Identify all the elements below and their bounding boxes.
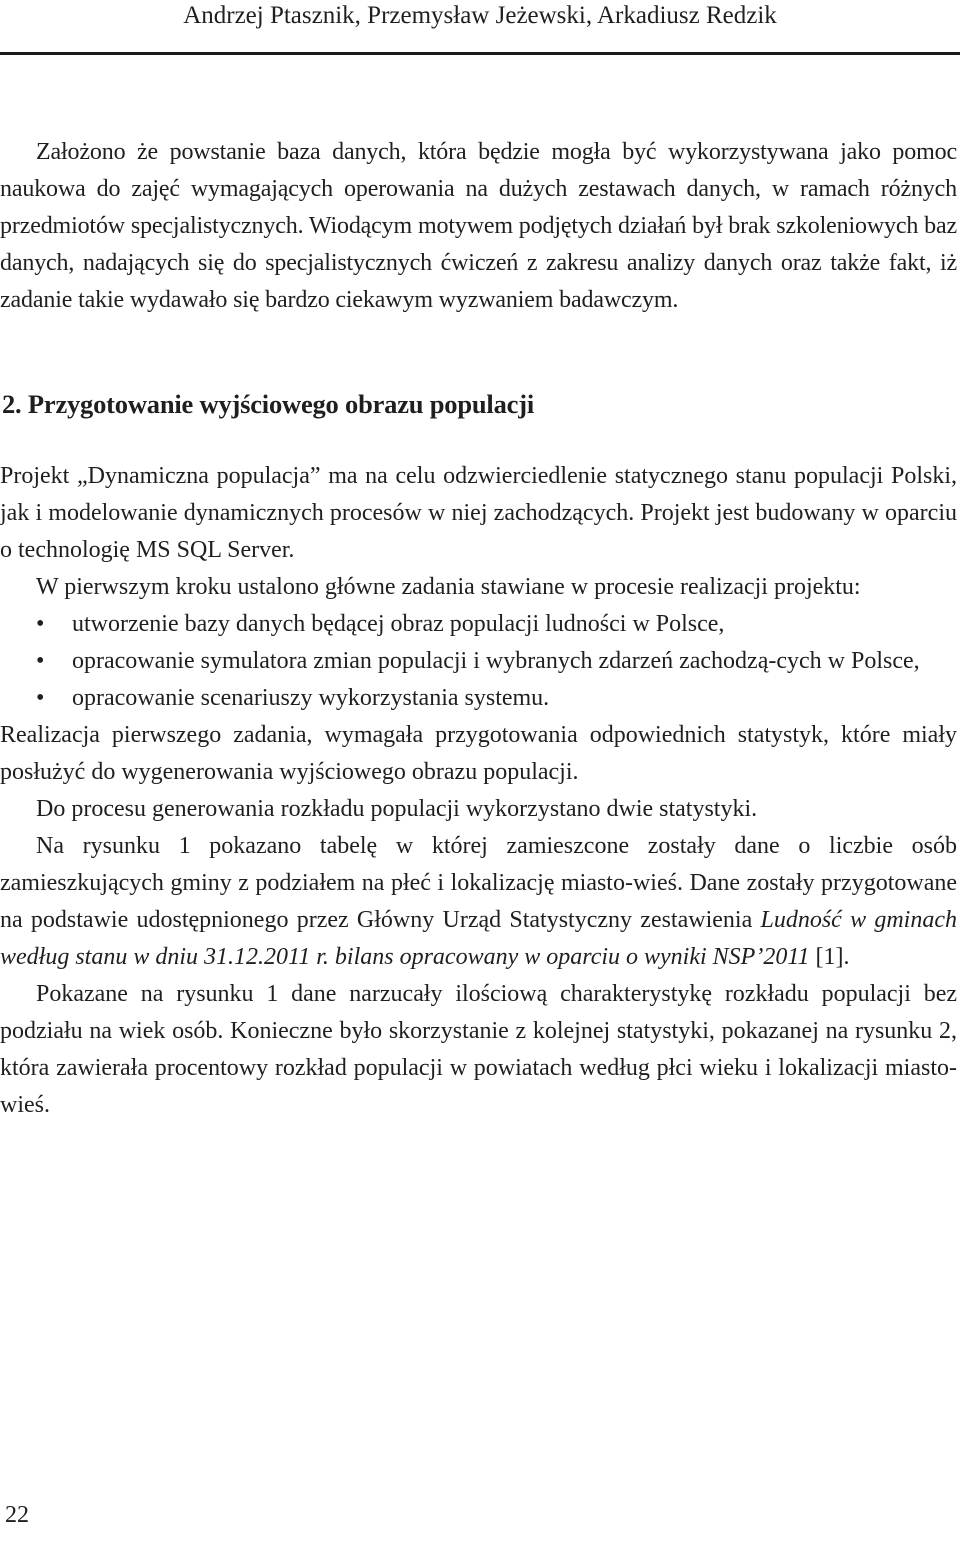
bullet-marker: • [36, 648, 45, 674]
page-number: 22 [5, 1502, 29, 1528]
intro-paragraph: Założono że powstanie baza danych, która będzie mogła być wykorzystywana jako pomoc naukowa do zajęć wymagających operowania na dużych zestawach danych, w ramach różnych przedmiotów specjalistycznych. Wiodącym motywem podjętych działań był brak szkoleniowych baz danych, nadających się do specjalistycznych ćwiczeń z zakresu analizy danych oraz także fakt, iż zadanie takie wydawało się bardzo ciekawym wyzwaniem badawczym. [0, 139, 957, 313]
list-item [0, 643, 957, 680]
paragraph-project-intro: Projekt „Dynamiczna populacja” ma na celu odzwierciedlenie statycznego stanu populacji Polski, jak i modelowanie dynamicznych procesów w niej zachodzących. Projekt jest budowany w oparciu o technologię MS SQL Server. [0, 463, 957, 563]
paragraph-realization: Realizacja pierwszego zadania, wymagała przygotowania odpowiednich statystyk, które miały posłużyć do wygenerowania wyjściowego obrazu populacji. [0, 722, 957, 785]
bullet-marker: • [36, 685, 45, 711]
list-item [0, 606, 957, 643]
list-item-text: opracowanie scenariuszy wykorzystania systemu. [72, 685, 550, 711]
source-title-italic: Ludność w gminach według stanu w dniu 31.12.2011 r. bilans opracowany w oparciu o wyniki NSP’2011 [0, 907, 957, 970]
figure-1-text-after: [1]. [809, 944, 850, 970]
header-rule [0, 52, 960, 55]
paragraph-figure-2: Pokazane na rysunku 1 dane narzucały ilościową charakterystykę rozkładu populacji bez podziału na wiek osób. Konieczne było skorzystanie z kolejnej statystyki, pokazanej na rysunku 2, która zawierała procentowy rozkład populacji w powiatach według płci wieku i lokalizacji miasto-wieś. [0, 981, 957, 1118]
paragraph-first-step: W pierwszym kroku ustalono główne zadania stawiane w procesie realizacji projektu: [36, 574, 861, 600]
paragraph-figure-1 [0, 828, 957, 976]
task-list [0, 606, 957, 717]
bullet-marker: • [36, 611, 45, 637]
section-heading: 2. Przygotowanie wyjściowego obrazu populacji [2, 389, 534, 419]
figure-1-text-before: Na rysunku 1 pokazano tabelę w której zamieszcone zostały dane o liczbie osób zamieszkujących gminy z podziałem na płeć i lokalizację miasto-wieś. Dane zostały przygotowane na podstawie udostępnionego przez Główny Urząd Statystyczny zestawienia [0, 833, 957, 933]
list-item-text: utworzenie bazy danych będącej obraz populacji ludności w Polsce, [72, 611, 725, 637]
list-item [0, 680, 957, 717]
running-header-authors: Andrzej Ptasznik, Przemysław Jeżewski, Arkadiusz Redzik [183, 2, 777, 29]
section-body [0, 458, 957, 1124]
intro-block [0, 134, 957, 319]
list-item-text: opracowanie symulatora zmian populacji i wybranych zdarzeń zachodzą-cych w Polsce, [72, 648, 920, 674]
paragraph-two-statistics: Do procesu generowania rozkładu populacji wykorzystano dwie statystyki. [36, 796, 758, 822]
